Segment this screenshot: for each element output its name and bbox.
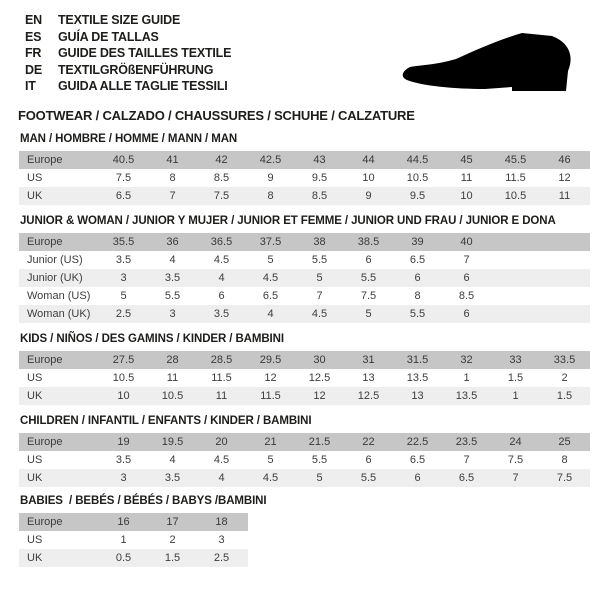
section-man	[0, 133, 600, 205]
size-cell: 36.5	[210, 235, 233, 248]
table-row	[19, 287, 590, 305]
size-cell: 3.5	[164, 471, 181, 484]
size-cell: 10	[362, 171, 375, 184]
size-cell: 6	[414, 271, 421, 284]
table-row	[19, 251, 590, 269]
size-cell: 5.5	[164, 289, 181, 302]
size-cell: 8.5	[458, 289, 475, 302]
section-children	[0, 415, 600, 487]
size-cell: 5.5	[311, 253, 328, 266]
size-cell: 12	[264, 371, 277, 384]
filler-cell	[589, 469, 590, 487]
size-cell: 32	[460, 353, 473, 366]
section-title: KIDS / NIÑOS / DES GAMINS / KINDER / BAMBINI	[20, 332, 284, 345]
filler-cell	[491, 269, 590, 287]
size-cell: 12.5	[308, 371, 331, 384]
table-row	[19, 151, 590, 169]
table-row	[19, 469, 590, 487]
size-cell: 24	[509, 435, 522, 448]
size-cell: 5	[120, 289, 127, 302]
size-cell: 7.5	[507, 453, 524, 466]
size-cell: 33	[509, 353, 522, 366]
size-cell: 7	[169, 189, 176, 202]
size-cell: 7	[512, 471, 519, 484]
section-title: MAN / HOMBRE / HOMME / MANN / MAN	[20, 132, 238, 145]
size-cell: 5	[316, 271, 323, 284]
size-cell: 11	[166, 371, 179, 384]
size-cell: 22	[362, 435, 375, 448]
size-cell: 7.5	[556, 471, 573, 484]
size-cell: 19	[117, 435, 130, 448]
row-label-cell: US	[27, 453, 43, 466]
size-cell: 39	[411, 235, 424, 248]
size-cell: 5	[365, 307, 372, 320]
size-cell: 7	[316, 289, 323, 302]
size-cell: 5.5	[311, 453, 328, 466]
filler-cell	[589, 369, 590, 387]
size-cell: 7	[463, 253, 470, 266]
size-cell: 3.5	[115, 453, 132, 466]
section-junior-woman	[0, 215, 600, 323]
language-code: ES	[25, 29, 42, 44]
size-cell: 6.5	[458, 471, 475, 484]
size-cell: 29.5	[259, 353, 282, 366]
size-cell: 4.5	[262, 271, 279, 284]
size-cell: 11.5	[260, 389, 281, 402]
size-cell: 42.5	[259, 153, 282, 166]
size-cell: 17	[166, 515, 179, 528]
size-cell: 16	[117, 515, 130, 528]
size-cell: 45	[460, 153, 473, 166]
size-cell: 11	[215, 389, 228, 402]
row-label-cell: US	[27, 533, 43, 546]
size-cell: 5.5	[409, 307, 426, 320]
row-label-cell: UK	[27, 389, 43, 402]
size-cell: 1	[120, 533, 127, 546]
size-cell: 2	[561, 371, 568, 384]
language-code: DE	[25, 62, 42, 77]
filler-cell	[589, 151, 590, 169]
size-cell: 5.5	[360, 271, 377, 284]
size-cell: 11	[460, 171, 473, 184]
row-label-cell: US	[27, 171, 43, 184]
row-label-cell: Woman (UK)	[27, 307, 91, 320]
size-cell: 36	[166, 235, 179, 248]
size-cell: 40	[460, 235, 473, 248]
row-label-cell: Europe	[27, 435, 63, 448]
size-cell: 3	[218, 533, 225, 546]
table-row	[19, 305, 590, 323]
size-cell: 8	[267, 189, 274, 202]
size-cell: 5	[267, 253, 274, 266]
row-label-cell: UK	[27, 551, 43, 564]
size-cell: 44	[362, 153, 375, 166]
table-row	[19, 187, 590, 205]
size-cell: 23.5	[455, 435, 478, 448]
size-cell: 1.5	[164, 551, 181, 564]
size-cell: 0.5	[115, 551, 132, 564]
size-cell: 4	[218, 271, 225, 284]
size-cell: 1.5	[556, 389, 573, 402]
row-label-cell: Junior (UK)	[27, 271, 83, 284]
table-row	[19, 351, 590, 369]
size-cell: 6	[414, 471, 421, 484]
size-cell: 4	[218, 471, 225, 484]
size-cell: 13	[362, 371, 375, 384]
size-cell: 10.5	[406, 171, 429, 184]
table-row	[19, 269, 590, 287]
size-cell: 3	[120, 471, 127, 484]
size-cell: 10.5	[504, 189, 527, 202]
size-cell: 46	[558, 153, 571, 166]
table-row	[19, 549, 248, 567]
size-cell: 42	[215, 153, 228, 166]
size-cell: 4	[169, 253, 176, 266]
size-cell: 5.5	[360, 471, 377, 484]
size-cell: 7.5	[115, 171, 132, 184]
size-cell: 33.5	[553, 353, 576, 366]
size-cell: 21.5	[308, 435, 331, 448]
filler-cell	[589, 451, 590, 469]
size-cell: 7	[463, 453, 470, 466]
table-row	[19, 531, 248, 549]
size-cell: 3.5	[115, 253, 132, 266]
size-cell: 9	[267, 171, 274, 184]
size-cell: 22.5	[406, 435, 429, 448]
size-cell: 28.5	[210, 353, 233, 366]
size-cell: 12	[558, 171, 571, 184]
size-cell: 2.5	[115, 307, 132, 320]
category-title: FOOTWEAR / CALZADO / CHAUSSURES / SCHUHE / CALZATURE	[18, 107, 415, 123]
size-cell: 6	[218, 289, 225, 302]
language-label: TEXTILGRÖßENFÜHRUNG	[58, 62, 214, 77]
size-cell: 13.5	[406, 371, 429, 384]
size-cell: 30	[313, 353, 326, 366]
table-row	[19, 451, 590, 469]
size-cell: 1	[463, 371, 470, 384]
row-label-cell: UK	[27, 471, 43, 484]
filler-cell	[491, 251, 590, 269]
filler-cell	[589, 351, 590, 369]
size-cell: 5	[267, 453, 274, 466]
size-cell: 5	[316, 471, 323, 484]
size-cell: 27.5	[112, 353, 135, 366]
size-table-junior-woman	[0, 233, 600, 323]
size-cell: 6	[463, 271, 470, 284]
table-row	[19, 433, 590, 451]
size-cell: 37.5	[259, 235, 282, 248]
size-cell: 6.5	[262, 289, 279, 302]
size-cell: 4.5	[213, 453, 230, 466]
size-cell: 6.5	[115, 189, 132, 202]
size-table-kids	[0, 351, 600, 405]
table-row	[19, 369, 590, 387]
filler-cell	[491, 287, 590, 305]
filler-cell	[246, 513, 248, 531]
size-cell: 4	[169, 453, 176, 466]
language-label: GUIDE DES TAILLES TEXTILE	[58, 46, 232, 60]
size-cell: 6	[463, 307, 470, 320]
row-label-cell: Europe	[27, 515, 63, 528]
size-cell: 38	[313, 235, 326, 248]
size-cell: 40.5	[112, 153, 135, 166]
size-cell: 1.5	[507, 371, 524, 384]
filler-cell	[589, 433, 590, 451]
size-cell: 9.5	[311, 171, 328, 184]
filler-cell	[491, 233, 590, 251]
shoe-icon	[400, 33, 572, 93]
size-cell: 1	[512, 389, 519, 402]
size-cell: 4.5	[213, 253, 230, 266]
section-title: JUNIOR & WOMAN / JUNIOR Y MUJER / JUNIOR ET FEMME / JUNIOR UND FRAU / JUNIOR E DONA	[20, 214, 556, 227]
size-table	[19, 513, 248, 567]
filler-cell	[491, 305, 590, 323]
size-cell: 38.5	[357, 235, 380, 248]
size-cell: 35.5	[112, 235, 135, 248]
size-cell: 44.5	[406, 153, 429, 166]
language-label: GUÍA DE TALLAS	[58, 29, 159, 44]
size-table-children	[0, 433, 600, 487]
size-cell: 31	[362, 353, 375, 366]
size-cell: 7.5	[213, 189, 230, 202]
size-cell: 6	[365, 453, 372, 466]
size-cell: 8	[414, 289, 421, 302]
table-row	[19, 387, 590, 405]
size-table	[19, 433, 590, 487]
size-cell: 3	[120, 271, 127, 284]
size-cell: 8	[169, 171, 176, 184]
size-cell: 10	[117, 389, 130, 402]
row-label-cell: Europe	[27, 235, 63, 248]
size-cell: 11	[558, 189, 571, 202]
size-cell: 8	[561, 453, 568, 466]
size-table-man	[0, 151, 600, 205]
size-cell: 3.5	[213, 307, 230, 320]
size-cell: 11.5	[211, 371, 232, 384]
size-cell: 9	[365, 189, 372, 202]
size-cell: 31.5	[406, 353, 429, 366]
size-cell: 2	[169, 533, 176, 546]
size-cell: 8.5	[213, 171, 230, 184]
filler-cell	[589, 187, 590, 205]
size-cell: 25	[558, 435, 571, 448]
section-kids	[0, 333, 600, 405]
size-cell: 4	[267, 307, 274, 320]
row-label-cell: US	[27, 371, 43, 384]
size-cell: 28	[166, 353, 179, 366]
size-cell: 45.5	[504, 153, 527, 166]
size-cell: 41	[166, 153, 179, 166]
size-cell: 19.5	[161, 435, 184, 448]
section-title: BABIES / BEBÉS / BÉBÉS / BABYS /BAMBINI	[20, 494, 267, 507]
row-label-cell: Europe	[27, 153, 63, 166]
size-cell: 6.5	[409, 453, 426, 466]
size-cell: 21	[264, 435, 277, 448]
size-cell: 6.5	[409, 253, 426, 266]
size-table	[19, 233, 590, 323]
size-table	[19, 351, 590, 405]
row-label-cell: Europe	[27, 353, 63, 366]
size-cell: 9.5	[409, 189, 426, 202]
size-table	[19, 151, 590, 205]
size-cell: 12	[313, 389, 326, 402]
size-cell: 18	[215, 515, 228, 528]
language-label: TEXTILE SIZE GUIDE	[58, 13, 181, 27]
section-babies	[0, 495, 600, 567]
language-code: IT	[25, 79, 36, 93]
size-cell: 3	[169, 307, 176, 320]
filler-cell	[246, 549, 248, 567]
size-cell: 8.5	[311, 189, 328, 202]
size-cell: 6	[365, 253, 372, 266]
size-cell: 43	[313, 153, 326, 166]
size-cell: 2.5	[213, 551, 230, 564]
table-row	[19, 513, 248, 531]
row-label-cell: Junior (US)	[27, 253, 83, 266]
language-label: GUIDA ALLE TAGLIE TESSILI	[58, 79, 228, 93]
size-cell: 13.5	[455, 389, 478, 402]
size-cell: 10.5	[112, 371, 135, 384]
language-code: FR	[25, 46, 42, 60]
size-table-babies	[0, 513, 600, 567]
filler-cell	[246, 531, 248, 549]
size-cell: 4.5	[311, 307, 328, 320]
size-cell: 20	[215, 435, 228, 448]
filler-cell	[589, 169, 590, 187]
table-row	[19, 233, 590, 251]
size-cell: 7.5	[360, 289, 377, 302]
language-code: EN	[25, 13, 42, 27]
filler-cell	[589, 387, 590, 405]
row-label-cell: Woman (US)	[27, 289, 91, 302]
size-cell: 12.5	[357, 389, 380, 402]
size-cell: 4.5	[262, 471, 279, 484]
size-cell: 10.5	[161, 389, 184, 402]
size-cell: 10	[460, 189, 473, 202]
row-label-cell: UK	[27, 189, 43, 202]
section-title: CHILDREN / INFANTIL / ENFANTS / KINDER / BAMBINI	[20, 414, 312, 427]
language-row	[25, 12, 600, 29]
table-row	[19, 169, 590, 187]
size-cell: 13	[411, 389, 424, 402]
size-cell: 3.5	[164, 271, 181, 284]
size-cell: 11.5	[505, 171, 526, 184]
